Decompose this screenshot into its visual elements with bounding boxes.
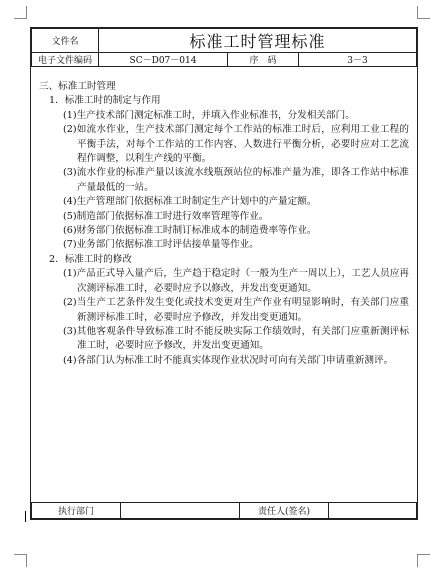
crop-mark-bottom-left: [14, 554, 27, 567]
responsible-person-field[interactable]: [329, 503, 417, 519]
list-item: (5)制造部门依据标准工时进行效率管理等作业。: [63, 210, 269, 222]
list-item: (3)流水作业的标准产量以该流水线瓶颈站位的标准产量为准，即各工作站中标准产量最低的一站。: [63, 167, 409, 193]
list-item: (6)财务部门依据标准工时制订标准成本的制造费率等作业。: [63, 225, 317, 237]
list-item: (3)其他客观条件导致标准工时不能反映实际工作绩效时，有关部门应重新测评标准工时，必要时应予修改，并发出变更通知。: [63, 325, 409, 352]
list-item: (2)当生产工艺条件发生变化或技术变更对生产作业有明显影响时，有关部门应重新测评标准工时，必要时应予修改，并发出变更通知。: [63, 297, 409, 323]
header-table: [31, 28, 417, 67]
document-page: [30, 27, 418, 520]
list-item: (1)产品正式导入量产后，生产趋于稳定时（一般为生产一周以上），工艺人员应再次测评标准工时，必要时应予以修改，并发出变更通知。: [63, 268, 409, 294]
electronic-code-label: 电子文件编码: [32, 53, 99, 67]
executing-dept-field[interactable]: [121, 503, 240, 519]
responsible-person-label: 责任人(签名): [240, 503, 329, 519]
crop-mark-top-right: [417, 6, 430, 19]
executing-dept-label: 执行部门: [32, 503, 121, 519]
sequence-value: 3－3: [299, 53, 417, 67]
footer-table: [31, 502, 417, 519]
section-heading: 三、标准工时管理: [39, 81, 116, 92]
subsection-heading-2: 2．标准工时的修改: [49, 253, 132, 265]
crop-mark-top-left: [14, 6, 27, 19]
subsection-heading-1: 1．标准工时的制定与作用: [49, 95, 161, 107]
document-title: 标准工时管理标准: [99, 29, 417, 53]
list-item: (4)生产管理部门依据标准工时制定生产计划中的产量定额。: [63, 196, 317, 208]
text-cursor: [25, 511, 26, 522]
electronic-code-value: SC－D07－014: [99, 53, 228, 67]
file-name-label: 文件名: [32, 29, 99, 53]
list-item: (1)生产技术部门测定标准工时，并填入作业标准书，分发相关部门。: [63, 109, 355, 121]
list-item: (4)各部门认为标准工时不能真实体现作业状况时可向有关部门申请重新测评。: [63, 354, 394, 366]
document-body: [39, 80, 409, 368]
list-item: (2)如流水作业，生产技术部门测定每个工作站的标准工时后，应利用工业工程的平衡手法，对每个工作站的工作内容、人数进行平衡分析，必要时应对工艺流程作调整，以利生产线的平衡。: [63, 124, 409, 165]
crop-mark-bottom-right: [417, 554, 430, 567]
list-item: (7)业务部门依据标准工时评估接单量等作业。: [63, 239, 259, 251]
sequence-label: 序 码: [228, 53, 299, 67]
